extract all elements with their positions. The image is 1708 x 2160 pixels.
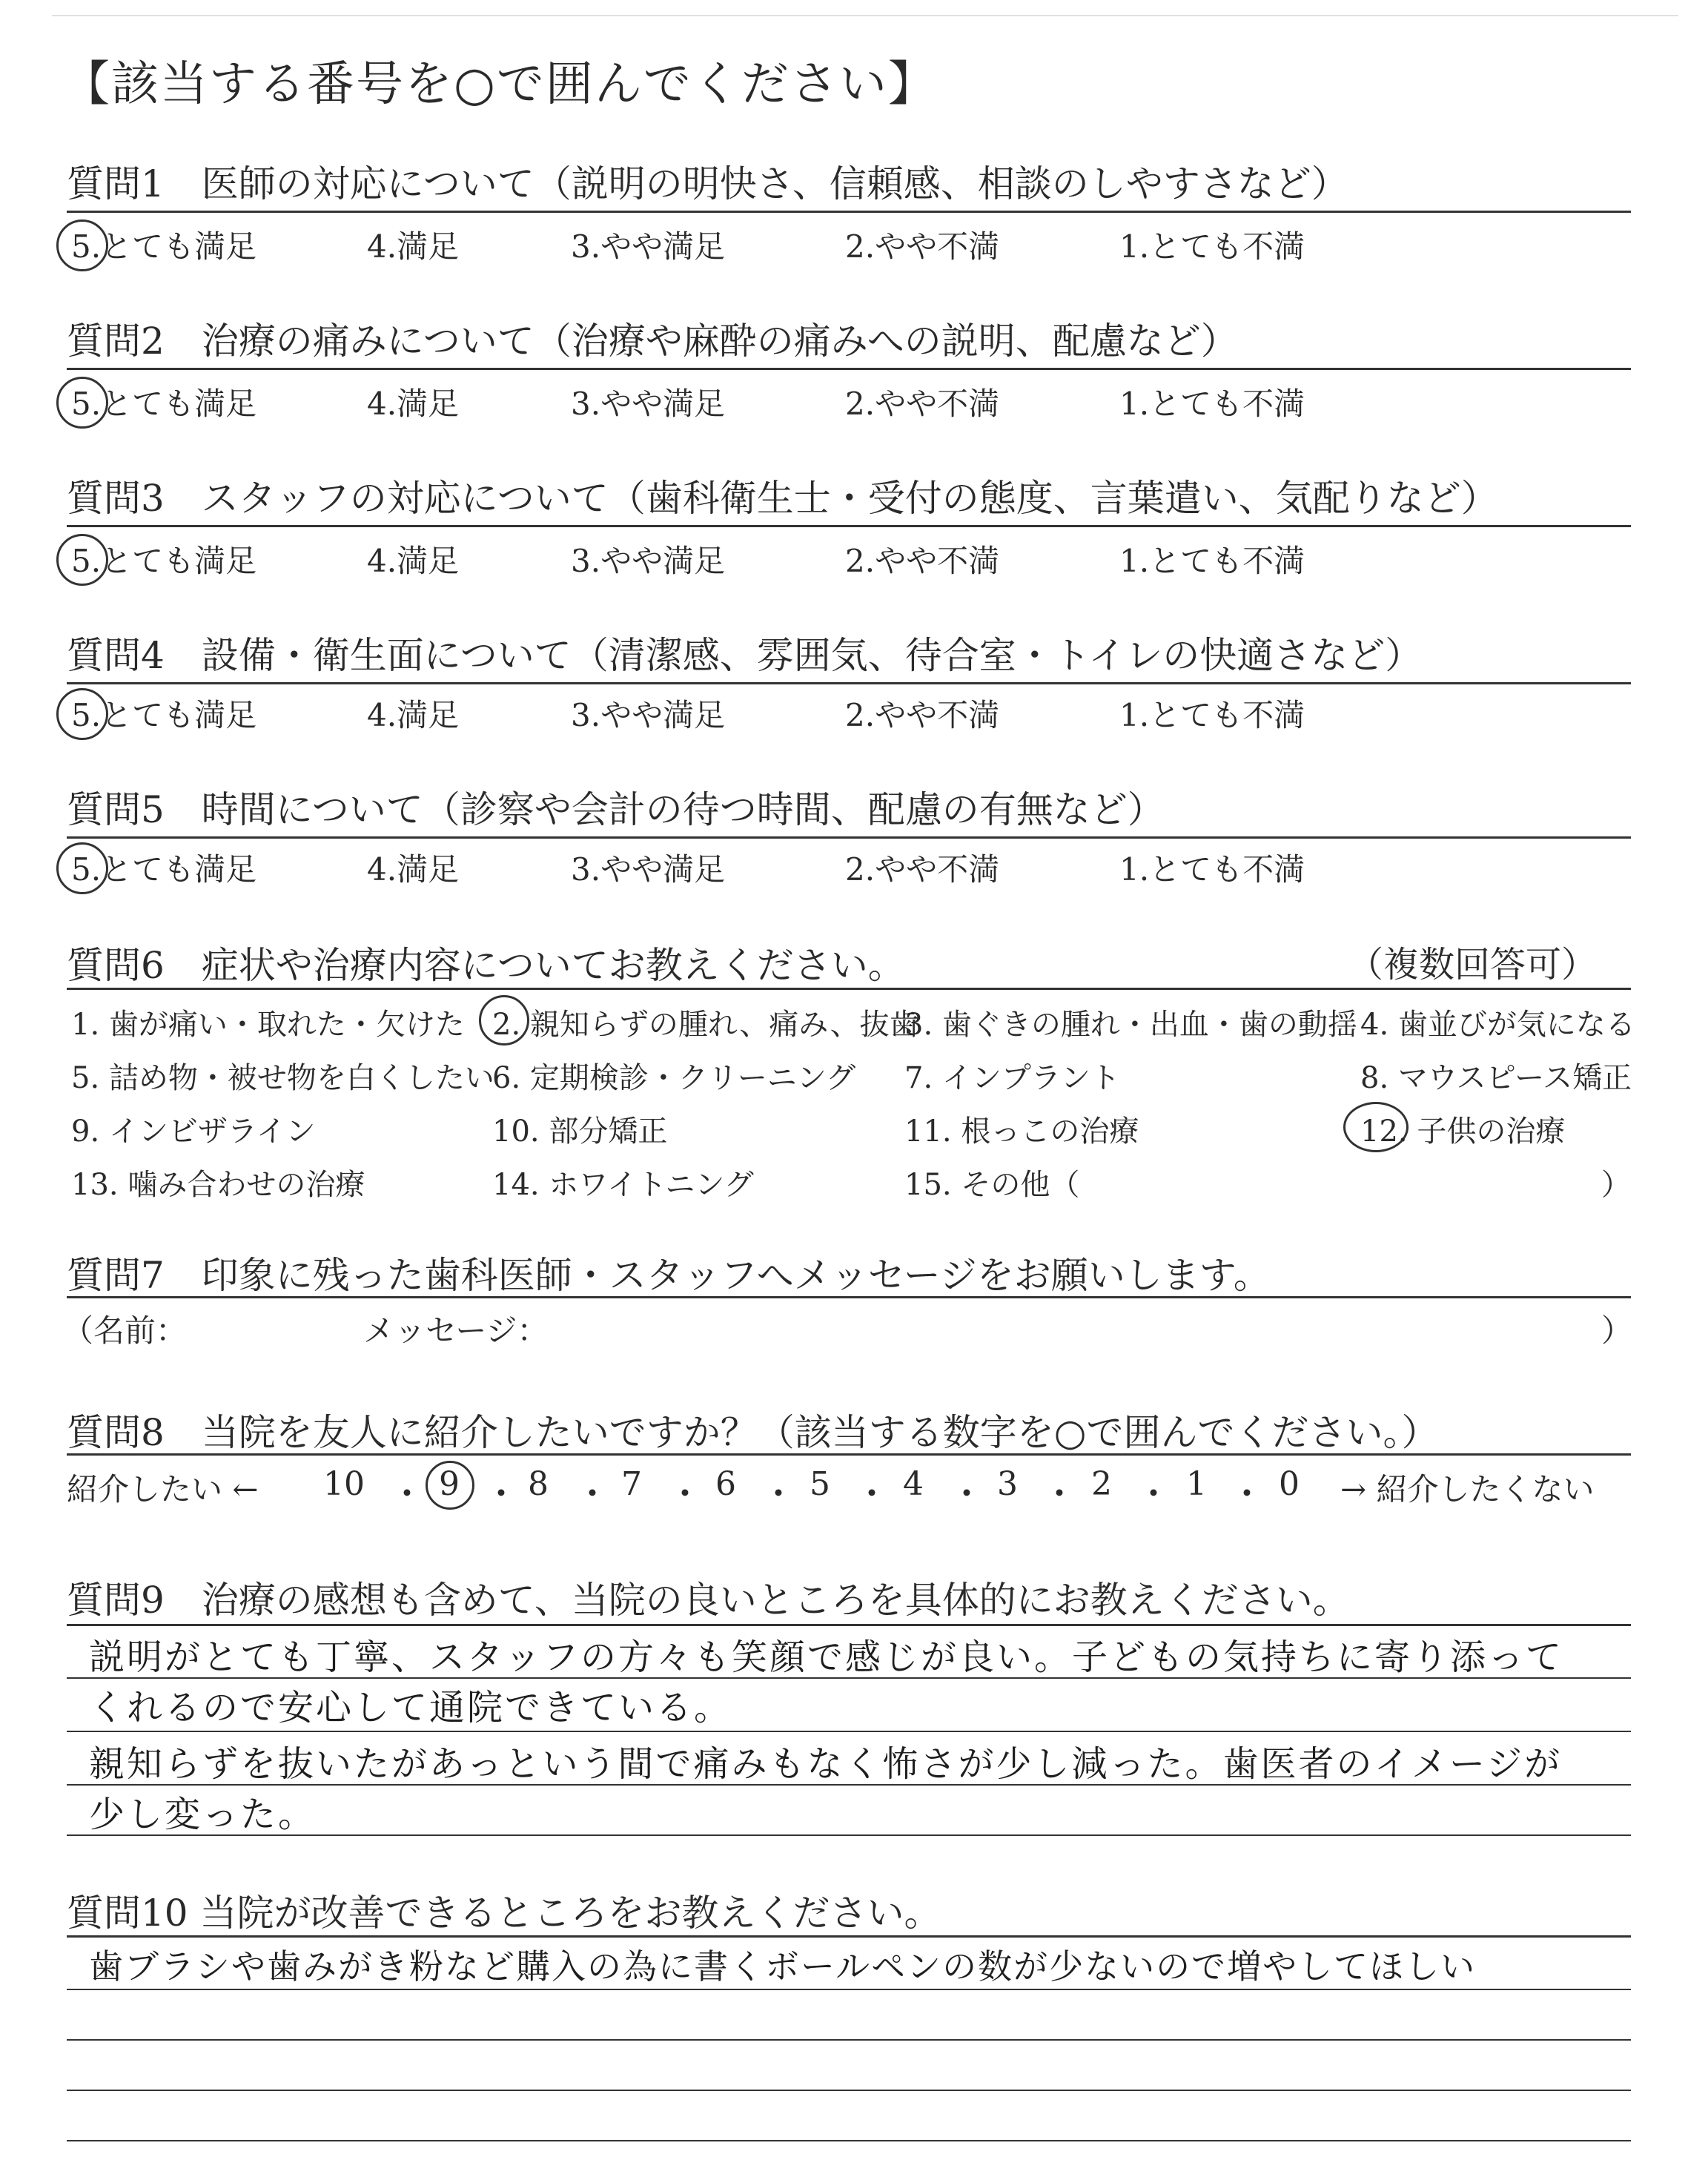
message-close-paren: ）: [1601, 1312, 1633, 1349]
q5-option-2[interactable]: 2.やや不満: [845, 851, 1000, 888]
question-5-rule: [67, 836, 1631, 839]
q4-option-4[interactable]: 4.満足: [367, 697, 460, 733]
question-7-title: 質問7 印象に残った歯科医師・スタッフへメッセージをお願いします。: [67, 1254, 1271, 1297]
q2-option-5[interactable]: 5.とても満足: [71, 386, 257, 422]
q6-option-11[interactable]: 11. 根っこの治療: [904, 1114, 1139, 1149]
q6-option-14[interactable]: 14. ホワイトニング: [492, 1168, 754, 1202]
q1-option-5[interactable]: 5.とても満足: [71, 228, 257, 265]
answer-line: [67, 1989, 1631, 1990]
answer-line: [67, 2090, 1631, 2091]
q6-option-9[interactable]: 9. インビザライン: [71, 1114, 316, 1149]
multiple-answers-note: （複数回答可）: [1347, 944, 1597, 985]
q6-option-15[interactable]: 15. その他（: [904, 1168, 1080, 1202]
q6-option-13[interactable]: 13. 噛み合わせの治療: [71, 1168, 365, 1202]
name-label: （名前：: [62, 1312, 188, 1349]
q3-option-2[interactable]: 2.やや不満: [845, 543, 1000, 579]
scale-6[interactable]: 6: [715, 1465, 736, 1503]
handwritten-answer-line: 説明がとても丁寧、スタッフの方々も笑顔で感じが良い。子どもの気持ちに寄り添って: [89, 1636, 1564, 1678]
scale-8[interactable]: 8: [528, 1465, 549, 1503]
q3-option-4[interactable]: 4.満足: [367, 543, 460, 579]
question-6-rule: [67, 988, 1631, 990]
recommend-right-label: → 紹介したくない: [1340, 1471, 1595, 1507]
scale-10[interactable]: 10: [323, 1465, 365, 1503]
scale-separator: ・: [667, 1473, 704, 1515]
q5-option-4[interactable]: 4.満足: [367, 851, 460, 888]
q2-option-1[interactable]: 1.とても不満: [1119, 386, 1305, 422]
q1-option-4[interactable]: 4.満足: [367, 228, 460, 265]
question-5-title: 質問5 時間について（診察や会計の待つ時間、配慮の有無など）: [67, 788, 1165, 831]
scale-7[interactable]: 7: [621, 1465, 642, 1503]
scale-1[interactable]: 1: [1186, 1465, 1207, 1503]
scale-separator: ・: [761, 1473, 797, 1515]
instruction-header: 【該当する番号を○で囲んでください】: [62, 57, 937, 112]
scale-separator: ・: [575, 1473, 611, 1515]
q5-option-3[interactable]: 3.やや満足: [571, 851, 726, 888]
q4-option-2[interactable]: 2.やや不満: [845, 697, 1000, 733]
scale-0[interactable]: 0: [1279, 1465, 1300, 1503]
other-close-paren: ）: [1601, 1168, 1631, 1202]
scale-separator: ・: [854, 1473, 890, 1515]
q1-option-1[interactable]: 1.とても不満: [1119, 228, 1305, 265]
scale-2[interactable]: 2: [1091, 1465, 1112, 1503]
q3-option-5[interactable]: 5.とても満足: [71, 543, 257, 579]
q4-option-5[interactable]: 5.とても満足: [71, 697, 257, 733]
question-1-title: 質問1 医師の対応について（説明の明快さ、信頼感、相談のしやすさなど）: [67, 162, 1348, 205]
q6-option-3[interactable]: 3. 歯ぐきの腫れ・出血・歯の動揺: [904, 1008, 1357, 1042]
q6-option-6[interactable]: 6. 定期検診・クリーニング: [492, 1061, 856, 1095]
q6-option-7[interactable]: 7. インプラント: [904, 1061, 1120, 1095]
handwritten-answer-line: 歯ブラシや歯みがき粉など購入の為に書くボールペンの数が少ないので増やしてほしい: [89, 1946, 1477, 1986]
question-6-title: 質問6 症状や治療内容についてお教えください。: [67, 944, 905, 987]
q6-option-5[interactable]: 5. 詰め物・被せ物を白くしたい: [71, 1061, 494, 1095]
q2-option-4[interactable]: 4.満足: [367, 386, 460, 422]
recommend-left-label: 紹介したい ←: [67, 1471, 259, 1507]
scale-5[interactable]: 5: [810, 1465, 830, 1503]
q4-option-1[interactable]: 1.とても不満: [1119, 697, 1305, 733]
answer-line: [67, 1731, 1631, 1732]
q5-option-5[interactable]: 5.とても満足: [71, 851, 257, 888]
scale-3[interactable]: 3: [997, 1465, 1018, 1503]
q6-option-2[interactable]: 2. 親知らずの腫れ、痛み、抜歯: [492, 1008, 919, 1042]
q1-option-3[interactable]: 3.やや満足: [571, 228, 726, 265]
handwritten-answer-line: 少し変った。: [89, 1794, 317, 1835]
message-label: メッセージ：: [363, 1312, 549, 1349]
answer-line: [67, 2039, 1631, 2041]
q4-option-3[interactable]: 3.やや満足: [571, 697, 726, 733]
question-10-title: 質問10 当院が改善できるところをお教えください。: [67, 1892, 941, 1935]
scale-separator: ・: [949, 1473, 985, 1515]
answer-line: [67, 2140, 1631, 2141]
q3-option-1[interactable]: 1.とても不満: [1119, 543, 1305, 579]
q2-option-2[interactable]: 2.やや不満: [845, 386, 1000, 422]
question-8-title: 質問8 当院を友人に紹介したいですか？（該当する数字を○で囲んでください。）: [67, 1411, 1439, 1454]
question-10-rule: [67, 1935, 1631, 1938]
q6-option-1[interactable]: 1. 歯が痛い・取れた・欠けた: [71, 1008, 465, 1042]
question-8-rule: [67, 1453, 1631, 1456]
question-2-title: 質問2 治療の痛みについて（治療や麻酔の痛みへの説明、配慮など）: [67, 320, 1238, 363]
q5-option-1[interactable]: 1.とても不満: [1119, 851, 1305, 888]
question-1-rule: [67, 211, 1631, 213]
question-9-title: 質問9 治療の感想も含めて、当院の良いところを具体的にお教えください。: [67, 1579, 1350, 1622]
handwritten-answer-line: 親知らずを抜いたがあっという間で痛みもなく怖さが少し減った。歯医者のイメージが: [89, 1743, 1563, 1785]
question-3-title: 質問3 スタッフの対応について（歯科衛生士・受付の態度、言葉遣い、気配りなど）: [67, 477, 1498, 520]
question-9-rule: [67, 1624, 1631, 1626]
scale-4[interactable]: 4: [903, 1465, 924, 1503]
q6-option-10[interactable]: 10. 部分矯正: [492, 1114, 668, 1149]
top-border: [52, 15, 1678, 16]
q6-option-12[interactable]: 12. 子供の治療: [1360, 1114, 1566, 1149]
q1-option-2[interactable]: 2.やや不満: [845, 228, 1000, 265]
question-7-rule: [67, 1296, 1631, 1298]
scale-separator: ・: [1042, 1473, 1078, 1515]
scale-9[interactable]: 9: [439, 1465, 460, 1503]
question-4-title: 質問4 設備・衛生面について（清潔感、雰囲気、待合室・トイレの快適さなど）: [67, 634, 1423, 677]
question-2-rule: [67, 368, 1631, 370]
scale-separator: ・: [1229, 1473, 1265, 1515]
handwritten-answer-line: くれるので安心して通院できている。: [89, 1687, 732, 1728]
q2-option-3[interactable]: 3.やや満足: [571, 386, 726, 422]
scale-separator: ・: [389, 1473, 426, 1515]
question-4-rule: [67, 682, 1631, 684]
scale-separator: ・: [483, 1473, 520, 1515]
q3-option-3[interactable]: 3.やや満足: [571, 543, 726, 579]
scale-separator: ・: [1136, 1473, 1172, 1515]
q6-option-4[interactable]: 4. 歯並びが気になる: [1360, 1008, 1635, 1042]
q6-option-8[interactable]: 8. マウスピース矯正: [1360, 1061, 1632, 1095]
question-3-rule: [67, 525, 1631, 527]
